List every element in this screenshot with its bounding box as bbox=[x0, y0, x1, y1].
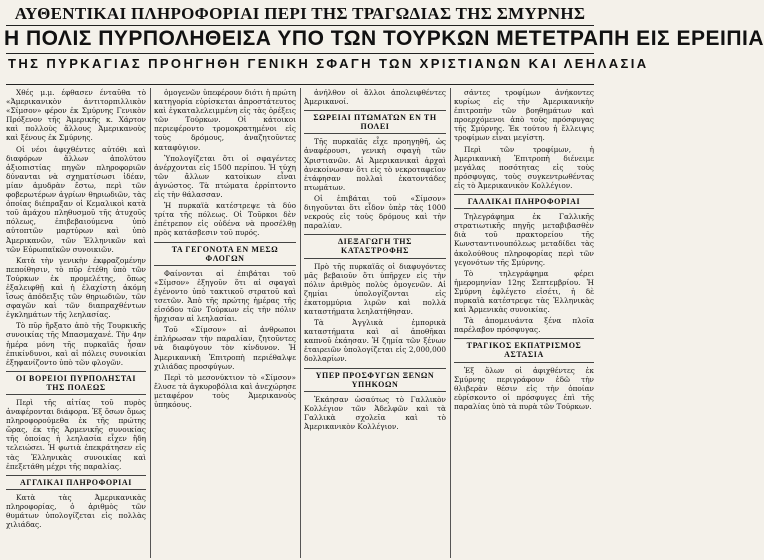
article-paragraph: Τῆς πυρκαϊᾶς εἶχε προηγηθῆ, ὡς ἀναφέρουσι, γενικὴ σφαγὴ τῶν Χριστιανῶν. Αἱ Ἀμερικανικαὶ ἀρχαὶ ἀνεκοίνωσαν ὅτι εἰς τὸ νεκροταφεῖον ἐτάφησαν πολλαὶ ἑκατοντάδες πτωμάτων. bbox=[304, 137, 446, 192]
article-paragraph: Οἱ ἐπιβάται τοῦ «Σίμσον» διηγοῦνται ὅτι εἶδον ὑπὲρ τὰς 1000 νεκρούς εἰς τοὺς δρόμους καὶ τὴν παραλίαν. bbox=[304, 193, 446, 231]
section-subheading: ΤΡΑΓΙΚΟΣ ΕΚΠΑΤΡΙΣΜΟΣ ΑΣΤΑΣΙΑ bbox=[454, 338, 594, 362]
article-paragraph: ἀνήλθον οἱ ἄλλοι ἀπολειφθέντες Ἀμερικανοί. bbox=[304, 88, 446, 107]
section-subheading: ΤΑ ΓΕΓΟΝΟΤΑ ΕΝ ΜΕΣΩ ΦΛΟΓΩΝ bbox=[154, 242, 296, 266]
section-subheading: ΟΙ ΒΟΡΕΙΟΙ ΠΥΡΠΟΛΗΣΤΑΙ ΤΗΣ ΠΟΛΕΩΣ bbox=[6, 371, 146, 395]
article-paragraph: Οἱ νέοι ἀφιχθέντες αὐτόθι καὶ διαφόρων ἄλλων ἀπολύτου ἀξιοπιστίας πηγῶν πληροφοριῶν δύνανται νὰ σχηματίσωσι ἰδέαν, μίαν ἀμυδρὰν ἔστω, περὶ τῶν φοβερωτέρων ἀγρίων θηριωδιῶν, τὰς ὁποίας διέπραξαν οἱ Κεμαλικοὶ κατὰ τοῦ ἀμάχου πληθυσμοῦ τῆς ἀτυχοῦς πόλεως, ἐπιβεβαιούμενα ὑπὸ αὐτοπτῶν μαρτύρων καὶ ὑπὸ Ἀμερικανῶν, τῶν Ἑλληνικῶν καὶ τῶν Εὐρωπαϊκῶν συνοικιῶν. bbox=[6, 144, 146, 254]
article-paragraph: Τὰ ἀπομεινάντα ξένα πλοῖα παρέλαβον πρόσφυγας. bbox=[454, 316, 594, 335]
article-paragraph: Τὸ πῦρ ἤρξατο ἀπὸ τῆς Τουρκικῆς συνοικίας τῆς Μπασμαχανέ. Τὴν 4ην ἡμέρα μόνη τῆς πυρκαϊᾶς ἦσαν ἐπικίνδυνοι, καὶ αἱ πόλεις συνοικίαι ἐξηφανίζοντο ὑπὸ τῶν φλογῶν. bbox=[6, 321, 146, 367]
article-paragraph: Ἡ πυρκαϊὰ κατέστρεψε τὰ δύο τρίτα τῆς πόλεως. Οἱ Τοῦρκοι δὲν ἐπέτρεπον εἰς οὐδένα νὰ προσέλθῃ πρὸς κατάσβεσιν τοῦ πυρός. bbox=[154, 201, 296, 238]
article-paragraph: Περὶ τὸ μεσονύκτιον τὸ «Σίμσον» ἔλυσε τὰ ἀγκυροβόλια καὶ ἀνεχώρησε μεταφέρον τοὺς Ἀμερικανοὺς ὑπηκόους. bbox=[154, 372, 296, 409]
article-column-3 bbox=[304, 88, 446, 558]
article-paragraph: Κατὰ τὴν γενικὴν ἐκφραζομένην πεποίθησιν, τὸ πῦρ ἐτέθη ὑπὸ τῶν Τούρκων ἐκ προμελέτης, ὅπως ἐξαλειφθῇ καὶ ἡ ἐλαχίστη ἀκόμη ἴσως ἀπόδειξις τῶν θηριωδιῶν, τῶν σφαγῶν καὶ τῶν διαπραχθέντων ἐγκλημάτων τῆς λεηλασίας. bbox=[6, 255, 146, 320]
column-divider bbox=[150, 88, 151, 558]
banner-rule bbox=[6, 53, 594, 54]
section-subheading: ΑΓΓΛΙΚΑΙ ΠΛΗΡΟΦΟΡΙΑΙ bbox=[6, 475, 146, 490]
article-paragraph: Περὶ τῶν τροφίμων, ἡ Ἀμερικανικὴ Ἐπιτροπὴ διένειμε μεγάλας ποσότητας εἰς τοὺς πρόσφυγας, τοὺς συγκεντρωθέντας εἰς τὸ Ἀμερικανικὸν Κολλέγιον. bbox=[454, 144, 594, 190]
column-divider bbox=[450, 88, 451, 558]
article-paragraph: σάντες τροφίμων ἀνήκοντες κυρίως εἰς τὴν Ἀμερικανικὴν ἐπιτροπὴν τῶν βοηθημάτων καὶ προερχόμενοι ἀπὸ τοὺς πρόσφυγας τῆς Σμύρνης. Ἐκ τούτου ἡ ἔλλειψις τροφίμων εἶναι μεγίστη. bbox=[454, 88, 594, 143]
article-paragraph: Πρὸ τῆς πυρκαϊᾶς οἱ διαφυγόντες μᾶς βεβαιοῦν ὅτι ὑπῆρχεν εἰς τὴν πόλιν ἀριθμὸς πολὺς ὁμογενῶν. Αἱ ζημίαι ὑπολογίζονται εἰς ἑκατομμύρια λιρῶν καὶ πολλὰ καταστήματα λεηλατήθησαν. bbox=[304, 261, 446, 316]
column-divider bbox=[300, 88, 301, 558]
article-paragraph: Φαίνονται αἱ ἐπιβάται τοῦ «Σίμσον» ἐξηγοῦν ὅτι αἱ σφαγαὶ ἐγένοντο ὑπὸ τακτικοῦ στρατοῦ καὶ τσετῶν. Ἀπὸ τῆς πρώτης ἡμέρας τῆς εἰσόδου τῶν Τούρκων εἰς τὴν πόλιν ἤρχισαν αἱ λεηλασίαι. bbox=[154, 268, 296, 324]
article-column-4 bbox=[454, 88, 594, 558]
article-paragraph: Κατὰ τὰς Ἀμερικανικὰς πληροφορίας, ὁ ἀριθμὸς τῶν θυμάτων ὑπολογίζεται εἰς πολλὰς χιλιάδας. bbox=[6, 492, 146, 530]
article-paragraph: Τηλεγράφημα ἐκ Γαλλικῆς στρατιωτικῆς πηγῆς μεταβιβασθὲν διὰ τοῦ πρακτορείου τῆς Κωνσταντινουπόλεως μεταδίδει τὰς ἀκολούθους πληροφορίας περὶ τῶν γεγονότων τῆς Σμύρνης. bbox=[454, 212, 594, 267]
article-paragraph: ὁμογενῶν ὑπεφέρουν διότι ἡ πρώτη κατηγορία εὑρίσκεται ἀπροστάτευτος καὶ ἐγκαταλελειμμένη εἰς τὰς ὀρέξεις τῶν Τούρκων. Οἱ κάτοικοι περιεφέροντο τρομοκρατημένοι εἰς τοὺς δρόμους, ἀναζητοῦντες καταφύγιον. bbox=[154, 88, 296, 152]
article-paragraph: Ἐξ ὅλων οἱ ἀφιχθέντες ἐκ Σμύρνης περιγράφουν ἐδῶ τὴν θλιβερὰν θέσιν εἰς τὴν ὁποίαν εὑρίσκοντο οἱ πρόσφυγες ἐπὶ τῆς παραλίας ὑπὸ τὰ πυρὰ τῶν Τούρκων. bbox=[454, 365, 594, 411]
headline-kicker: ΑΥΘΕΝΤΙΚΑΙ ΠΛΗΡΟΦΟΡΙΑΙ ΠΕΡΙ ΤΗΣ ΤΡΑΓΩΔΙΑΣ ΤΗΣ ΣΜΥΡΝΗΣ bbox=[14, 4, 586, 23]
section-subheading: ΓΑΛΛΙΚΑΙ ΠΛΗΡΟΦΟΡΙΑΙ bbox=[454, 194, 594, 209]
article-paragraph: Τοῦ «Σίμσον» αἱ ἀνθρωποι ἐπλήρωσαν τὴν παραλίαν, ζητοῦντες νὰ διαφύγουν τὸν κίνδυνον. Ἡ Ἀμερικανικὴ Ἐπιτροπὴ περιέθαλψε χιλιάδας προσφύγων. bbox=[154, 325, 296, 371]
article-column-2 bbox=[154, 88, 296, 558]
article-paragraph: Ἐκάησαν ὡσαύτως τὸ Γαλλικὸν Κολλέγιον τῶν Ἀδελφῶν καὶ τὰ Γαλλικὰ σχολεῖα καὶ τὸ Ἀμερικανικὸν Κολλέγιον. bbox=[304, 394, 446, 431]
article-column-1 bbox=[6, 88, 146, 558]
article-paragraph: Περὶ τῆς αἰτίας τοῦ πυρὸς ἀναφέρονται διάφορα. Ἐξ ὅσων ὅμως πληροφορούμεθα ἐκ τῆς πρώτης ὥρας, ἐκ τῆς Ἀρμενικῆς συνοικίας τῆς ὁποίας ἡ λεηλασία εἶχεν ἤδη τελειώσει. Ἡ φωτιὰ ἐπεκράτησεν εἰς τὰς Ἑλληνικὰς συνοικίας καὶ ἐπεξετάθη μέχρι τῆς παραλίας. bbox=[6, 398, 146, 471]
headline-banner: Η ΠΟΛΙΣ ΠΥΡΠΟΛΗΘΕΙΣΑ ΥΠΟ ΤΩΝ ΤΟΥΡΚΩΝ ΜΕΤΕΤΡΑΠΗ ΕΙΣ ΕΡΕΙΠΙΑ bbox=[4, 27, 764, 50]
section-subheading: ΥΠΕΡ ΠΡΟΣΦΥΓΩΝ ΞΕΝΩΝ ΥΠΗΚΟΩΝ bbox=[304, 368, 446, 392]
deck-rule bbox=[6, 84, 594, 85]
section-subheading: ΔΙΕΞΑΓΩΓΗ ΤΗΣ ΚΑΤΑΣΤΡΟΦΗΣ bbox=[304, 234, 446, 258]
article-paragraph: Χθές μ.μ. έφθασεν ένταῦθα τὸ «Ἀμερικανικὸν ἀντιτορπιλλικὸν «Σίμσον» φέρον ἐκ Σμύρνης Γενικὸν Πρόξενον τῆς Ἀμερικῆς κ. Χάρτον καὶ πολλοὺς ἄλλους Ἀμερικανοὺς καὶ ξένους ἐκ Σμύρνης. bbox=[6, 88, 146, 143]
article-paragraph: Τὸ τηλεγράφημα φέρει ἡμερομηνίαν 12ης Σεπτεμβρίου. Ἡ Σμύρνη ἐφλέγετο εἰσέτι, ἡ δὲ πυρκαϊὰ κατέστρεψε τὰς Ἑλληνικὰς καὶ Ἀρμενικὰς συνοικίας. bbox=[454, 268, 594, 315]
section-subheading: ΣΩΡΕΙΑΙ ΠΤΩΜΑΤΩΝ ΕΝ ΤΗ ΠΟΛΕΙ bbox=[304, 110, 446, 134]
article-paragraph: Ὑπολογίζεται ὅτι οἱ σφαγέντες ἀνέρχονται εἰς 1500 περίπου. Ἡ τύχη τῶν ἄλλων κατοίκων εἶναι ἀγνώστος. Τὰ πτώματα ἐρρίπτοντο εἰς τὴν θάλασσαν. bbox=[154, 153, 296, 200]
headline-deck: ΤΗΣ ΠΥΡΚΑΓΙΑΣ ΠΡΟΗΓΗΘΗ ΓΕΝΙΚΗ ΣΦΑΓΗ ΤΩΝ ΧΡΙΣΤΙΑΝΩΝ ΚΑΙ ΛΕΗΛΑΣΙΑ bbox=[8, 56, 649, 71]
top-rule bbox=[6, 25, 594, 26]
article-paragraph: Τὰ Ἀγγλικὰ ἐμπορικὰ καταστήματα καὶ αἱ ἀποθῆκαι καπνοῦ ἐκάησαν. Ἡ ζημία τῶν ξένων ἐταιρειῶν ὑπολογίζεται εἰς 2,000,000 δολλαρίων. bbox=[304, 318, 446, 364]
